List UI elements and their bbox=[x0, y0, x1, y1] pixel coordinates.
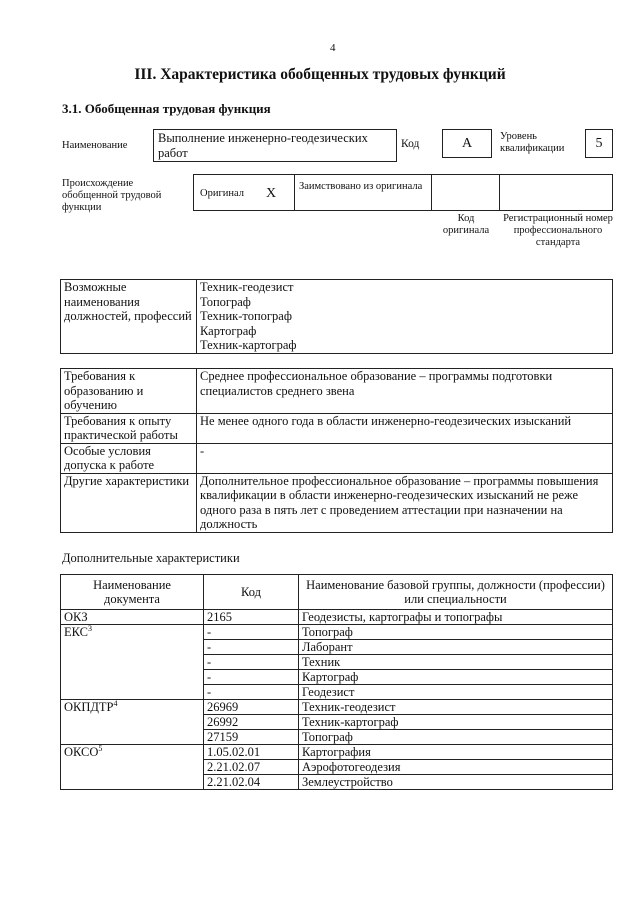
function-name-value: Выполнение инженерно-геодезических работ bbox=[158, 131, 368, 160]
footnote-mark: 4 bbox=[113, 698, 118, 708]
original-mark: Х bbox=[266, 186, 277, 201]
footnote-mark: 5 bbox=[98, 743, 103, 753]
page-number: 4 bbox=[330, 42, 336, 54]
col-name-header: Наименование базовой группы, должности (профессии) или специальности bbox=[299, 575, 613, 610]
code-cell: 2.21.02.07 bbox=[204, 760, 299, 775]
subsection-title: 3.1. Обобщенная трудовая функция bbox=[62, 101, 271, 116]
code-cell: - bbox=[204, 670, 299, 685]
position-item: Картограф bbox=[200, 323, 257, 338]
requirement-label: Другие характеристики bbox=[61, 473, 197, 532]
name-cell: Лаборант bbox=[299, 640, 613, 655]
name-cell: Землеустройство bbox=[299, 775, 613, 790]
borrowed-label: Заимствовано из оригинала bbox=[299, 181, 423, 192]
additional-title: Дополнительные характеристики bbox=[62, 551, 240, 565]
code-box bbox=[442, 129, 492, 158]
function-name-box bbox=[153, 129, 397, 162]
doc-name: ОКСО bbox=[64, 745, 99, 759]
name-cell: Картограф bbox=[299, 670, 613, 685]
table-row bbox=[61, 625, 613, 640]
name-cell: Техник bbox=[299, 655, 613, 670]
code-cell: 1.05.02.01 bbox=[204, 745, 299, 760]
table-row bbox=[61, 413, 613, 443]
doc-cell bbox=[61, 700, 204, 745]
code-original-label: Код оригинала bbox=[442, 213, 490, 236]
requirement-label: Требования к образованию и обучению bbox=[61, 369, 197, 414]
table-header-row bbox=[61, 575, 613, 610]
positions-label: Возможные наименования должностей, профессий bbox=[61, 280, 197, 354]
table-row bbox=[61, 610, 613, 625]
table-row bbox=[61, 369, 613, 414]
position-item: Техник-топограф bbox=[200, 309, 292, 323]
name-cell: Топограф bbox=[299, 730, 613, 745]
table-row bbox=[61, 443, 613, 473]
position-item: Техник-картограф bbox=[200, 338, 297, 352]
code-cell: - bbox=[204, 685, 299, 700]
code-value: А bbox=[461, 136, 473, 151]
code-cell: - bbox=[204, 625, 299, 640]
doc-cell bbox=[61, 745, 204, 790]
code-cell: - bbox=[204, 640, 299, 655]
origin-divider bbox=[431, 174, 432, 211]
requirement-label: Требования к опыту практической работы bbox=[61, 413, 197, 443]
origin-divider bbox=[294, 174, 295, 211]
code-cell: 26992 bbox=[204, 715, 299, 730]
code-cell: 27159 bbox=[204, 730, 299, 745]
doc-cell: ОКЗ bbox=[61, 610, 204, 625]
additional-table bbox=[60, 574, 613, 790]
original-label: Оригинал bbox=[200, 188, 244, 199]
name-cell: Техник-картограф bbox=[299, 715, 613, 730]
position-item: Техник-геодезист bbox=[200, 280, 294, 294]
level-box bbox=[585, 129, 613, 158]
name-cell: Топограф bbox=[299, 625, 613, 640]
code-label: Код bbox=[401, 138, 420, 150]
requirement-value: Не менее одного года в области инженерно-геодезических изысканий bbox=[197, 413, 613, 443]
requirement-label: Особые условия допуска к работе bbox=[61, 443, 197, 473]
code-cell: - bbox=[204, 655, 299, 670]
table-row bbox=[61, 700, 613, 715]
name-cell: Геодезист bbox=[299, 685, 613, 700]
col-doc-header: Наименование документа bbox=[61, 575, 204, 610]
requirement-value: Дополнительное профессиональное образование – программы повышения квалификации в области инженерно-геодезических изысканий не реже одного раза в пять лет с проведением аттестации при назначении на должность bbox=[197, 473, 613, 532]
section-title: III. Характеристика обобщенных трудовых функций bbox=[134, 66, 506, 83]
code-cell: 2.21.02.04 bbox=[204, 775, 299, 790]
name-cell: Геодезисты, картографы и топографы bbox=[299, 610, 613, 625]
requirement-value: Среднее профессиональное образование – программы подготовки специалистов среднего звена bbox=[197, 369, 613, 414]
name-label: Наименование bbox=[62, 140, 128, 151]
positions-table bbox=[60, 279, 613, 354]
origin-divider bbox=[499, 174, 500, 211]
name-cell: Техник-геодезист bbox=[299, 700, 613, 715]
doc-name: ОКПДТР bbox=[64, 700, 114, 714]
code-cell: 2165 bbox=[204, 610, 299, 625]
code-cell: 26969 bbox=[204, 700, 299, 715]
footnote-mark: 3 bbox=[88, 623, 92, 633]
name-cell: Картография bbox=[299, 745, 613, 760]
name-cell: Аэрофотогеодезия bbox=[299, 760, 613, 775]
table-row bbox=[61, 473, 613, 532]
requirement-value: - bbox=[197, 443, 613, 473]
position-item: Топограф bbox=[200, 294, 251, 309]
col-code-header: Код bbox=[204, 575, 299, 610]
doc-name: ЕКС bbox=[64, 625, 88, 639]
table-row bbox=[61, 745, 613, 760]
reg-number-label: Регистрационный номер профессионального стандарта bbox=[503, 213, 613, 248]
doc-cell bbox=[61, 625, 204, 700]
level-label: Уровень квалификации bbox=[500, 131, 565, 154]
level-value: 5 bbox=[595, 136, 603, 151]
requirements-table bbox=[60, 368, 613, 533]
origin-label: Происхождение обобщенной трудовой функции bbox=[62, 178, 162, 213]
